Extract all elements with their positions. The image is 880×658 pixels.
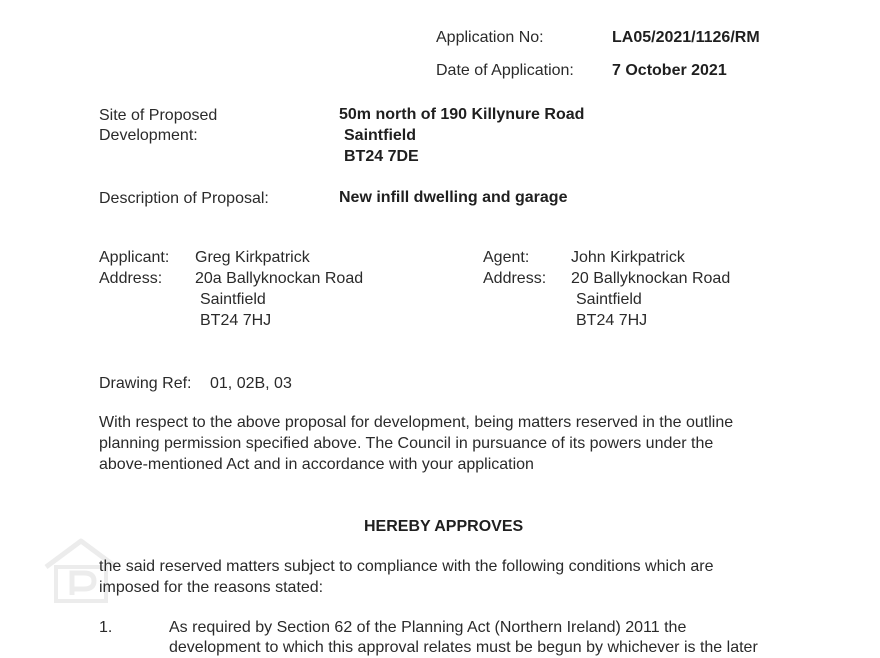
site-address-line2: Saintfield <box>344 127 417 144</box>
agent-address-label: Address: <box>483 270 547 287</box>
condition1-line2: development to which this approval relates must be begun by whichever is the later <box>169 639 758 656</box>
body-paragraph1-line3: above-mentioned Act and in accordance with your application <box>99 456 534 473</box>
date-of-application-label: Date of Application: <box>436 62 574 79</box>
applicant-address-line1: 20a Ballyknockan Road <box>195 270 364 287</box>
agent-address-line1: 20 Ballyknockan Road <box>571 270 731 287</box>
body-paragraph2-line1: the said reserved matters subject to compliance with the following conditions which are <box>99 558 714 575</box>
application-no-value: LA05/2021/1126/RM <box>612 29 760 46</box>
agent-address-line2: Saintfield <box>576 291 642 308</box>
agent-label: Agent: <box>483 249 530 266</box>
date-of-application-value: 7 October 2021 <box>612 62 727 79</box>
site-label-line2: Development: <box>99 127 198 144</box>
agent-name: John Kirkpatrick <box>571 249 685 266</box>
application-no-label: Application No: <box>436 29 544 46</box>
body-paragraph2-line2: imposed for the reasons stated: <box>99 579 324 596</box>
body-paragraph1-line2: planning permission specified above. The Council in pursuance of its powers under the <box>99 435 714 452</box>
applicant-address-line3: BT24 7HJ <box>200 312 272 329</box>
drawing-ref-value: 01, 02B, 03 <box>210 375 292 392</box>
applicant-label: Applicant: <box>99 249 170 266</box>
applicant-address-label: Address: <box>99 270 163 287</box>
drawing-ref-label: Drawing Ref: <box>99 375 192 392</box>
applicant-address-line2: Saintfield <box>200 291 266 308</box>
condition1-line1: As required by Section 62 of the Planning Act (Northern Ireland) 2011 the <box>169 619 687 636</box>
agent-address-line3: BT24 7HJ <box>576 312 648 329</box>
site-label-line1: Site of Proposed <box>99 107 218 124</box>
body-paragraph1-line1: With respect to the above proposal for development, being matters reserved in the outline <box>99 414 734 431</box>
site-address-line1: 50m north of 190 Killynure Road <box>339 106 585 123</box>
description-label: Description of Proposal: <box>99 190 269 207</box>
site-address-line3: BT24 7DE <box>344 148 419 165</box>
hereby-approves-heading: HEREBY APPROVES <box>364 518 524 535</box>
condition1-number: 1. <box>99 619 113 636</box>
applicant-name: Greg Kirkpatrick <box>195 249 310 266</box>
description-value: New infill dwelling and garage <box>339 189 568 206</box>
